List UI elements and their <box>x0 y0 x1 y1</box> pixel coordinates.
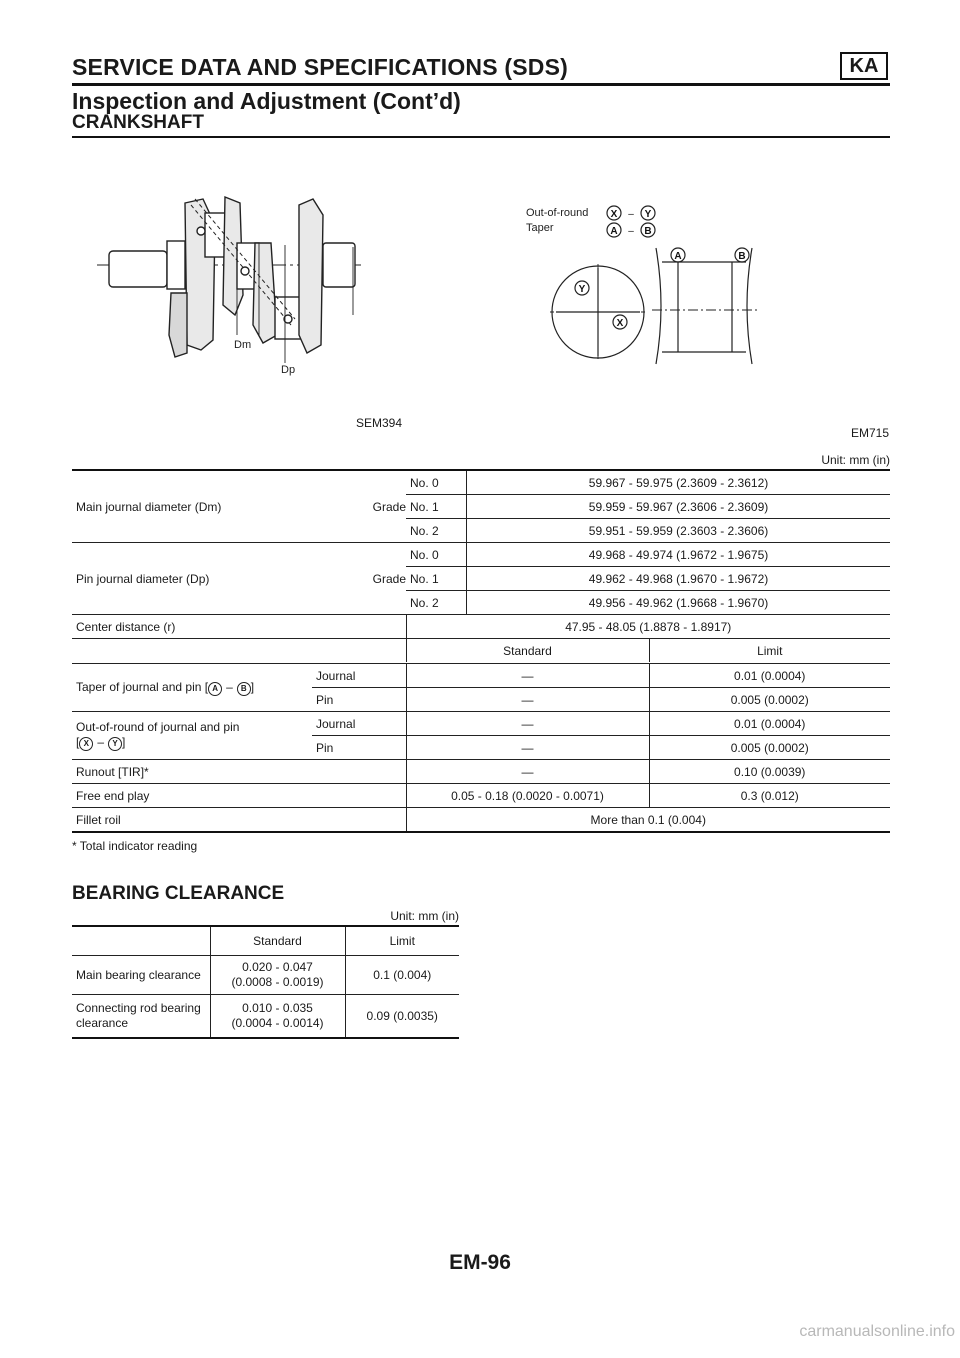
out-of-round-taper-diagram <box>522 198 790 388</box>
grade-no: No. 1 <box>406 567 467 590</box>
oor-pin-label: Pin <box>312 736 406 760</box>
main-journal-grade: Grade <box>372 499 406 514</box>
grade-no: No. 1 <box>406 495 467 518</box>
taper-pin-label: Pin <box>312 688 406 712</box>
bearing-standard-header: Standard <box>210 927 345 956</box>
minus-sign-1: – <box>628 209 634 220</box>
x-marker: X <box>610 209 618 220</box>
runout-standard: — <box>406 760 649 784</box>
free-end-play-limit: 0.3 (0.012) <box>649 784 890 808</box>
pin-journal-grade: Grade <box>352 543 406 615</box>
oor-journal-label: Journal <box>312 712 406 736</box>
bearing-unit: Unit: mm (in) <box>390 909 459 923</box>
out-of-round-label: Out-of-round <box>526 207 589 219</box>
grade-no: No. 2 <box>406 591 467 614</box>
taper-label: Taper of journal and pin [ A – B ] <box>72 664 312 712</box>
conrod-bearing-limit: 0.09 (0.0035) <box>345 995 459 1039</box>
a-marker: A <box>610 226 618 237</box>
grade-value: 59.959 - 59.967 (2.3606 - 2.3609) <box>588 499 769 514</box>
section-header-title: SERVICE DATA AND SPECIFICATIONS (SDS) <box>72 54 568 80</box>
engine-badge: KA <box>840 52 888 80</box>
y-point: Y <box>578 284 586 295</box>
center-distance-value: 47.95 - 48.05 (1.8878 - 1.8917) <box>406 615 890 639</box>
grade-no: No. 0 <box>406 543 467 566</box>
oor-journal-limit: 0.01 (0.0004) <box>649 712 890 736</box>
y-symbol: Y <box>108 737 122 751</box>
dm-label: Dm <box>234 339 252 351</box>
pin-journal-label: Pin journal diameter (Dp) <box>72 543 352 615</box>
page-number: EM-96 <box>449 1251 511 1274</box>
grade-value: 49.968 - 49.974 (1.9672 - 1.9675) <box>588 547 769 562</box>
grade-value: 59.951 - 59.959 (2.3603 - 2.3606) <box>588 523 769 538</box>
out-of-round-label: Out-of-round of journal and pin [ X – Y ] <box>72 712 312 760</box>
taper-journal-standard: — <box>406 664 649 688</box>
y-marker: Y <box>644 209 652 220</box>
oor-pin-standard: — <box>406 736 649 760</box>
taper-journal-label: Journal <box>312 664 406 688</box>
crankshaft-title-rule <box>72 136 890 138</box>
grade-no: No. 2 <box>406 519 467 542</box>
conrod-bearing-standard: 0.010 - 0.035 (0.0004 - 0.0014) <box>210 995 345 1039</box>
grade-value: 49.956 - 49.962 (1.9668 - 1.9670) <box>588 595 769 610</box>
b-marker: B <box>644 226 652 237</box>
conrod-bearing-label: Connecting rod bearing clearance <box>72 995 210 1039</box>
bearing-limit-header: Limit <box>389 934 415 948</box>
main-journal-label: Main journal diameter (Dm) <box>76 499 222 514</box>
crankshaft-spec-table <box>72 471 890 662</box>
main-bearing-limit: 0.1 (0.004) <box>345 956 459 995</box>
figure-code-em715: EM715 <box>851 426 890 440</box>
crankshaft-unit: Unit: mm (in) <box>821 453 890 467</box>
taper-label: Taper <box>526 222 554 234</box>
free-end-play-label: Free end play <box>72 784 406 808</box>
minus-sign-2: – <box>628 226 634 237</box>
limit-header: Limit <box>649 639 890 663</box>
standard-header: Standard <box>406 639 649 663</box>
runout-label: Runout [TIR]* <box>72 760 406 784</box>
main-bearing-label: Main bearing clearance <box>72 956 210 995</box>
grade-no: No. 0 <box>406 471 467 494</box>
a-symbol: A <box>208 682 222 696</box>
x-point: X <box>616 318 624 329</box>
b-symbol: B <box>237 682 251 696</box>
header-rule <box>72 83 890 86</box>
bearing-clearance-table <box>72 927 459 1039</box>
crankshaft-title: CRANKSHAFT <box>72 112 204 133</box>
taper-pin-limit: 0.005 (0.0002) <box>649 688 890 712</box>
taper-journal-limit: 0.01 (0.0004) <box>649 664 890 688</box>
section-subtitle: Inspection and Adjustment (Cont’d) <box>72 88 461 114</box>
bearing-clearance-title: BEARING CLEARANCE <box>72 883 285 904</box>
fillet-roil-value: More than 0.1 (0.004) <box>406 808 890 833</box>
crankshaft-diagram <box>95 185 380 385</box>
oor-journal-standard: — <box>406 712 649 736</box>
grade-value: 49.962 - 49.968 (1.9670 - 1.9672) <box>588 571 769 586</box>
runout-limit: 0.10 (0.0039) <box>649 760 890 784</box>
free-end-play-standard: 0.05 - 0.18 (0.0020 - 0.0071) <box>406 784 649 808</box>
center-distance-label: Center distance (r) <box>72 615 406 639</box>
dp-label: Dp <box>281 364 296 376</box>
x-symbol: X <box>79 737 93 751</box>
oor-pin-limit: 0.005 (0.0002) <box>649 736 890 760</box>
grade-value: 59.967 - 59.975 (2.3609 - 2.3612) <box>588 475 769 490</box>
watermark: carmanualsonline.info <box>799 1323 955 1340</box>
taper-pin-standard: — <box>406 688 649 712</box>
b-point: B <box>738 251 746 262</box>
figure-code-sem394: SEM394 <box>356 416 403 430</box>
footnote: * Total indicator reading <box>72 839 198 853</box>
a-point: A <box>674 251 682 262</box>
main-bearing-standard: 0.020 - 0.047 (0.0008 - 0.0019) <box>210 956 345 995</box>
tolerance-table <box>72 663 890 833</box>
fillet-roil-label: Fillet roil <box>72 808 406 833</box>
